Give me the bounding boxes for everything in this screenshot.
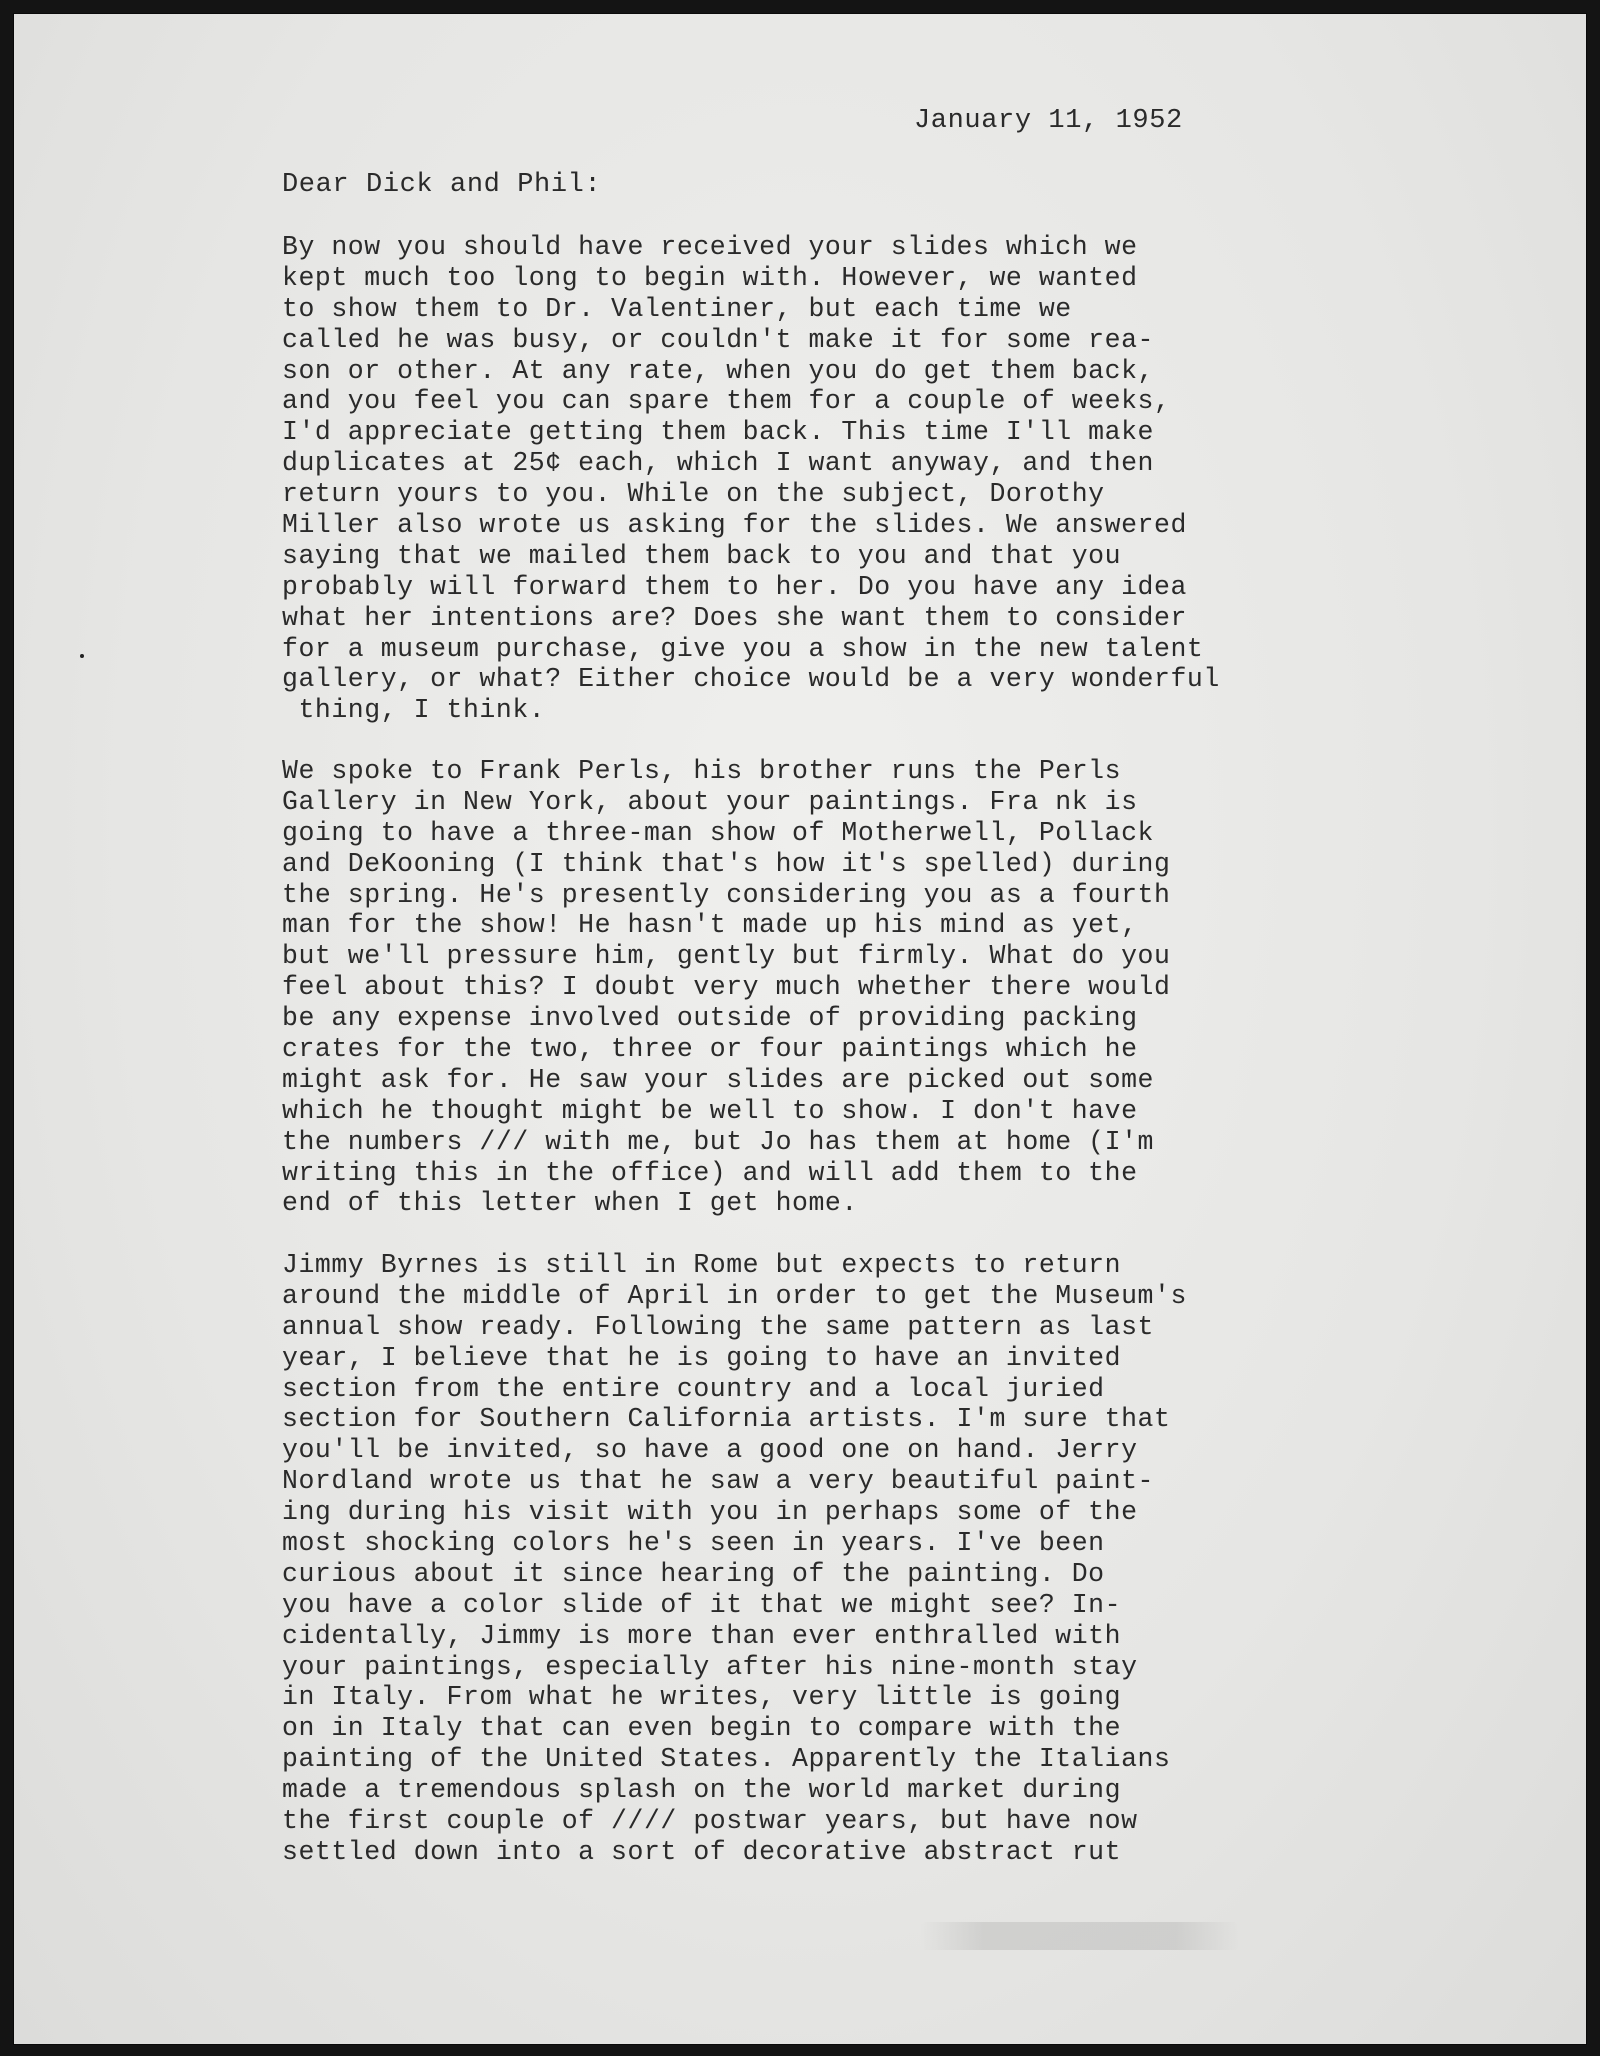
letter-line: return yours to you. While on the subject, Dorothy [282, 479, 1105, 510]
letter-line: you'll be invited, so have a good one on hand. Jerry [282, 1435, 1138, 1466]
letter-line: We spoke to Frank Perls, his brother runs the Perls [282, 756, 1122, 786]
letter-line: annual show ready. Following the same pattern as last [282, 1311, 1154, 1342]
letter-line: crates for the two, three or four paintings which he [282, 1034, 1138, 1065]
letter-line: for a museum purchase, give you a show in the new talent [282, 633, 1204, 664]
letter-line: gallery, or what? Either choice would be a very wonderful [282, 664, 1220, 695]
letter-line: made a tremendous splash on the world market during [282, 1775, 1122, 1806]
letter-line: kept much too long to begin with. However, we wanted [282, 262, 1138, 293]
letter-line: son or other. At any rate, when you do get them back, [282, 355, 1154, 386]
letter-line: thing, I think. [282, 695, 546, 726]
letter-salutation: Dear Dick and Phil: [282, 170, 602, 200]
letter-line: section for Southern California artists. I'm sure that [282, 1404, 1171, 1435]
letter-line: and you feel you can spare them for a couple of weeks, [282, 386, 1171, 417]
letter-line: curious about it since hearing of the painting. Do [282, 1558, 1105, 1589]
letter-line: around the middle of April in order to get the Museum's [282, 1280, 1187, 1311]
letter-line: most shocking colors he's seen in years. I've been [282, 1528, 1105, 1559]
letter-line: Jimmy Byrnes is still in Rome but expects to return [282, 1250, 1122, 1280]
letter-line: writing this in the office) and will add them to the [282, 1157, 1138, 1188]
letter-line: which he thought might be well to show. I don't have [282, 1095, 1138, 1126]
letter-line: settled down into a sort of decorative abstract rut [282, 1836, 1122, 1867]
faint-show-through [920, 1922, 1240, 1950]
letter-line: feel about this? I doubt very much whether there would [282, 972, 1171, 1003]
letter-line: Gallery in New York, about your paintings. Fra nk is [282, 786, 1138, 817]
letter-line: on in Italy that can even begin to compare with the [282, 1713, 1122, 1744]
letter-line: cidentally, Jimmy is more than ever enthralled with [282, 1620, 1122, 1651]
letter-line: going to have a three-man show of Motherwell, Pollack [282, 817, 1154, 848]
letter-line: Miller also wrote us asking for the slides. We answered [282, 510, 1187, 541]
letter-line: your paintings, especially after his nine-month stay [282, 1651, 1138, 1682]
letter-line: duplicates at 25¢ each, which I want anyway, and then [282, 448, 1154, 479]
letter-line: ing during his visit with you in perhaps some of the [282, 1497, 1138, 1528]
letter-date: January 11, 1952 [914, 106, 1183, 136]
letter-line: man for the show! He hasn't made up his mind as yet, [282, 910, 1138, 941]
letter-line: in Italy. From what he writes, very little is going [282, 1682, 1122, 1713]
letter-line: painting of the United States. Apparently the Italians [282, 1744, 1171, 1775]
letter-line: you have a color slide of it that we might see? In- [282, 1589, 1122, 1620]
letter-line: saying that we mailed them back to you and that you [282, 540, 1122, 571]
letter-line: to show them to Dr. Valentiner, but each time we [282, 293, 1072, 324]
letter-line: end of this letter when I get home. [282, 1188, 858, 1219]
letter-line: be any expense involved outside of providing packing [282, 1003, 1138, 1034]
paragraph-1 [282, 232, 1342, 726]
paper-speck [80, 654, 84, 658]
letter-line: the first couple of //// postwar years, but have now [282, 1806, 1138, 1837]
letter-line: I'd appreciate getting them back. This time I'll make [282, 417, 1154, 448]
letter-line: year, I believe that he is going to have an invited [282, 1342, 1122, 1373]
letter-line: By now you should have received your slides which we [282, 232, 1138, 262]
letter-line: section from the entire country and a local juried [282, 1373, 1105, 1404]
letter-line: called he was busy, or couldn't make it for some rea- [282, 324, 1154, 355]
letter-line: and DeKooning (I think that's how it's spelled) during [282, 848, 1171, 879]
letter-line: but we'll pressure him, gently but firmly. What do you [282, 941, 1171, 972]
letter-line: might ask for. He saw your slides are picked out some [282, 1064, 1154, 1095]
letter-line: the spring. He's presently considering you as a fourth [282, 879, 1171, 910]
letter-line: what her intentions are? Does she want them to consider [282, 602, 1187, 633]
paragraph-2 [282, 756, 1342, 1219]
paragraph-3 [282, 1250, 1342, 1868]
letter-line: probably will forward them to her. Do you have any idea [282, 571, 1187, 602]
letter-line: the numbers /// with me, but Jo has them at home (I'm [282, 1126, 1154, 1157]
letter-line: Nordland wrote us that he saw a very beautiful paint- [282, 1466, 1154, 1497]
